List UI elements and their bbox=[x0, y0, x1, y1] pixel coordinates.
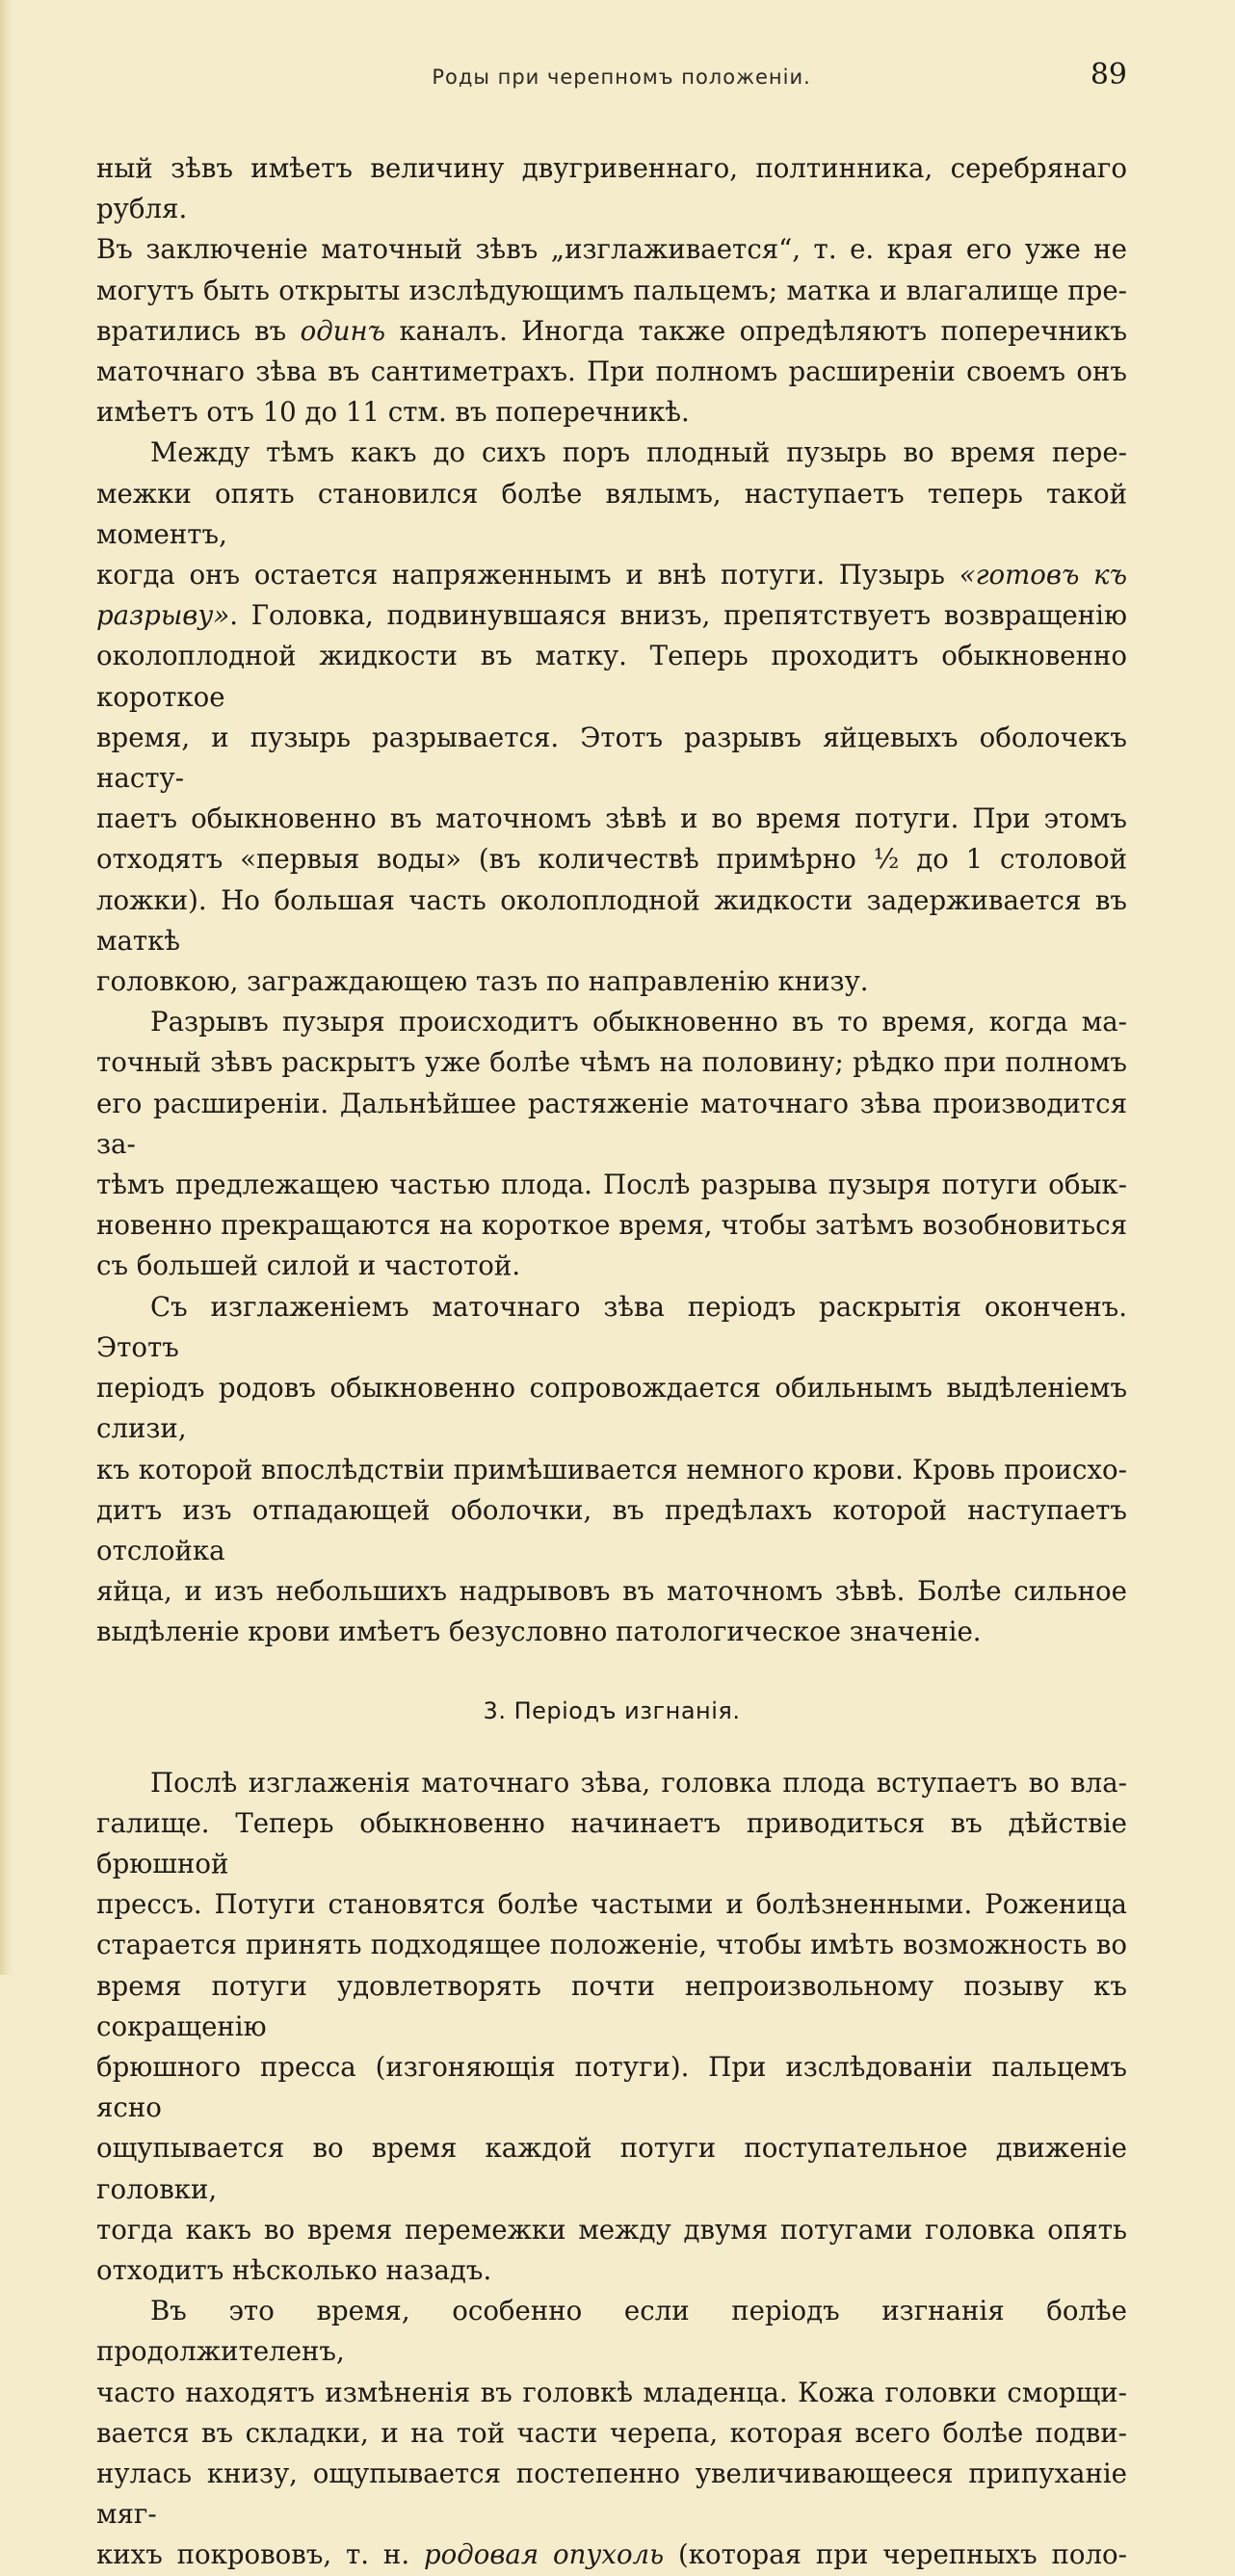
text-line: его расширеніи. Дальнѣйшее растяженіе маточнаго зѣва производится за- bbox=[96, 1087, 1127, 1160]
text-run: (которая при черепныхъ поло- bbox=[664, 2538, 1127, 2571]
text-line: отходятъ «первыя воды» (въ количествѣ примѣрно ½ до 1 столовой bbox=[96, 843, 1127, 876]
text-line: съ большей силой и частотой. bbox=[96, 1249, 521, 1282]
text-line: Въ это время, особенно если періодъ изгнанія болѣе продолжителенъ, bbox=[96, 2295, 1127, 2368]
paragraph-5 bbox=[96, 1763, 1127, 2292]
text-line: околоплодной жидкости въ матку. Теперь проходитъ обыкновенно короткое bbox=[96, 640, 1127, 713]
italic-term: родовая опухоль bbox=[423, 2538, 665, 2571]
body-text bbox=[96, 148, 1127, 2576]
text-line: маточнаго зѣва въ сантиметрахъ. При полномъ расширеніи своемъ онъ bbox=[96, 355, 1127, 388]
italic-term: «готовъ къ bbox=[959, 559, 1128, 591]
book-page bbox=[96, 58, 1127, 2576]
text-line: прессъ. Потуги становятся болѣе частыми и болѣзненными. Роженица bbox=[96, 1888, 1127, 1921]
text-line: Между тѣмъ какъ до сихъ поръ плодный пузырь во время пере- bbox=[150, 436, 1127, 469]
text-line: Съ изглаженіемъ маточнаго зѣва періодъ раскрытія оконченъ. Этотъ bbox=[96, 1290, 1127, 1363]
paragraph-1 bbox=[96, 148, 1127, 433]
page-number: 89 bbox=[1090, 58, 1127, 92]
text-line: брюшного пресса (изгоняющія потуги). При изслѣдованіи пальцемъ ясно bbox=[96, 2050, 1127, 2124]
text-line bbox=[96, 311, 1127, 352]
text-line: ощупывается во время каждой потуги поступательное движеніе головки, bbox=[96, 2132, 1127, 2205]
text-line: къ которой впослѣдствіи примѣшивается немного крови. Кровь происхо- bbox=[96, 1453, 1127, 1485]
text-line: новенно прекращаются на короткое время, чтобы затѣмъ возобновиться bbox=[96, 1209, 1127, 1242]
italic-term: одинъ bbox=[300, 314, 386, 347]
page-edge bbox=[0, 0, 13, 1975]
paragraph-6 bbox=[96, 2291, 1127, 2575]
text-line: имѣетъ отъ 10 до 11 стм. въ поперечникѣ. bbox=[96, 396, 690, 429]
text-line: часто находятъ измѣненія въ головкѣ младенца. Кожа головки сморщи- bbox=[96, 2376, 1127, 2408]
text-line: головкою, заграждающею тазъ по направленію книзу. bbox=[96, 965, 869, 998]
running-header bbox=[96, 58, 1127, 116]
text-line: точный зѣвъ раскрытъ уже болѣе чѣмъ на половину; рѣдко при полномъ bbox=[96, 1046, 1127, 1079]
text-line: ложки). Но большая часть околоплодной жидкости задерживается въ маткѣ bbox=[96, 883, 1127, 957]
text-line bbox=[96, 595, 1127, 636]
text-line: тогда какъ во время перемежки между двумя потугами головка опять bbox=[96, 2213, 1127, 2246]
text-run: когда онъ остается напряженнымъ и внѣ потуги. Пузырь bbox=[96, 559, 959, 591]
text-line: межки опять становился болѣе вялымъ, наступаетъ теперь такой моментъ, bbox=[96, 477, 1127, 550]
text-line: старается принять подходящее положеніе, чтобы имѣть возможность во bbox=[96, 1929, 1127, 1961]
text-line: вается въ складки, и на той части черепа, которая всего болѣе подви- bbox=[96, 2416, 1127, 2449]
paragraph-3 bbox=[96, 1002, 1127, 1286]
text-line: время потуги удовлетворять почти непроизвольному позыву къ сокращенію bbox=[96, 1969, 1127, 2042]
text-line bbox=[96, 555, 1127, 595]
text-line: періодъ родовъ обыкновенно сопровождается обильнымъ выдѣленіемъ слизи, bbox=[96, 1372, 1127, 1445]
running-title: Роды при черепномъ положеніи. bbox=[432, 66, 811, 89]
text-line: отходитъ нѣсколько назадъ. bbox=[96, 2253, 492, 2286]
text-line: паетъ обыкновенно въ маточномъ зѣвѣ и во время потуги. При этомъ bbox=[96, 802, 1127, 835]
text-line bbox=[96, 2535, 1127, 2575]
text-line: тѣмъ предлежащею частью плода. Послѣ разрыва пузыря потуги обык- bbox=[96, 1169, 1127, 1201]
text-line: нулась книзу, ощупывается постепенно увеличивающееся припуханіе мяг- bbox=[96, 2457, 1127, 2531]
text-run: каналъ. Иногда также опредѣляютъ поперечникъ bbox=[385, 314, 1128, 347]
text-line: галище. Теперь обыкновенно начинаетъ приводиться въ дѣйствіе брюшной bbox=[96, 1806, 1127, 1879]
text-line: Въ заключеніе маточный зѣвъ „изглаживается“, т. е. края его уже не bbox=[96, 233, 1127, 266]
text-line: выдѣленіе крови имѣетъ безусловно патологическое значеніе. bbox=[96, 1616, 982, 1648]
section-heading: 3. Періодъ изгнанія. bbox=[483, 1696, 741, 1724]
italic-term: разрыву» bbox=[96, 599, 230, 632]
text-line: яйца, и изъ небольшихъ надрывовъ въ маточномъ зѣвѣ. Болѣе сильное bbox=[96, 1575, 1127, 1608]
text-run: . Головка, подвинувшаяся внизъ, препятствуетъ возвращенію bbox=[229, 599, 1127, 632]
text-line: дитъ изъ отпадающей оболочки, въ предѣлахъ которой наступаетъ отслойка bbox=[96, 1493, 1127, 1566]
text-line: Разрывъ пузыря происходитъ обыкновенно въ то время, когда ма- bbox=[150, 1006, 1127, 1038]
paragraph-2 bbox=[96, 433, 1127, 1002]
text-run: кихъ покрововъ, т. н. bbox=[96, 2538, 424, 2571]
paragraph-4 bbox=[96, 1287, 1127, 1653]
text-run: вратились въ bbox=[96, 314, 301, 347]
text-line: ный зѣвъ имѣетъ величину двугривеннаго, полтинника, серебрянаго рубля. bbox=[96, 152, 1127, 225]
text-line: Послѣ изглаженія маточнаго зѣва, головка плода вступаетъ во вла- bbox=[150, 1766, 1127, 1799]
text-line: время, и пузырь разрывается. Этотъ разрывъ яйцевыхъ оболочекъ насту- bbox=[96, 721, 1127, 795]
text-line: могутъ быть открыты изслѣдующимъ пальцемъ; матка и влагалище пре- bbox=[96, 274, 1127, 306]
